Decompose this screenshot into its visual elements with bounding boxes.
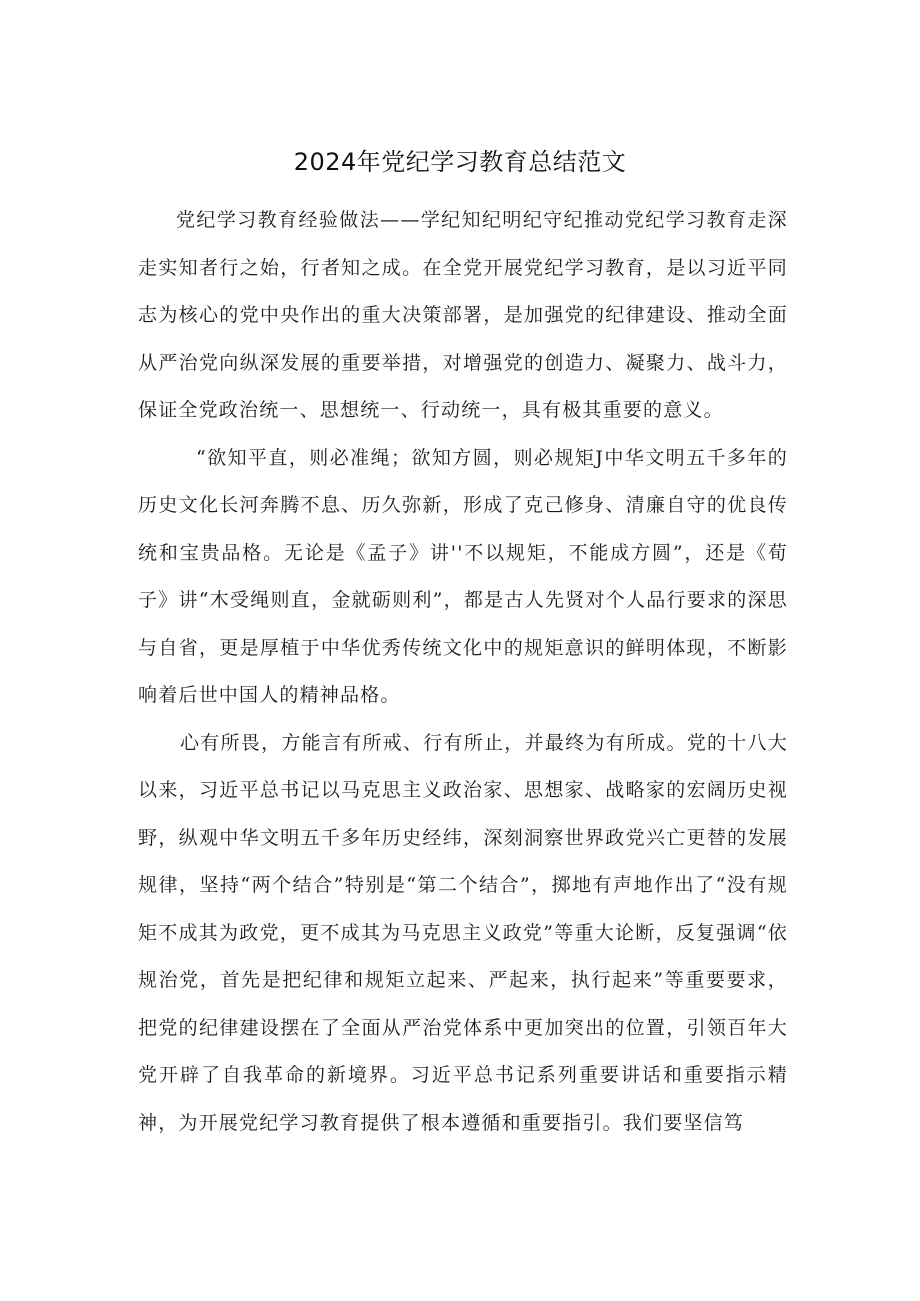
paragraph-3: 心有所畏，方能言有所戒、行有所止，并最终为有所成。党的十八大以来，习近平总书记以马克思主义政治家、思想家、战略家的宏阔历史视野，纵观中华文明五千多年历史经纬，深刻洞察世界政党兴亡更替的发展规律，坚持“两个结合”特别是“第二个结合”，掷地有声地作出了“没有规矩不成其为政党，更不成其为马克思主义政党”等重大论断，反复强调“依规治党，首先是把纪律和规矩立起来、严起来，执行起来”等重要要求，把党的纪律建设摆在了全面从严治党体系中更加突出的位置，引领百年大党开辟了自我革命的新境界。习近平总书记系列重要讲话和重要指示精神，为开展党纪学习教育提供了根本遵循和重要指引。我们要坚信笃 — [138, 731, 788, 1134]
document-body — [138, 197, 788, 1147]
paragraph-2: “欲知平直，则必准绳；欲知方圆，则必规矩J中华文明五千多年的历史文化长河奔腾不息、历久弥新，形成了克己修身、清廉自守的优良传统和宝贵品格。无论是《孟子》讲''不以规矩，不能成方圆”，还是《荀子》讲“木受绳则直，金就砺则利”，都是古人先贤对个人品行要求的深思与自省，更是厚植于中华优秀传统文化中的规矩意识的鲜明体现，不断影响着后世中国人的精神品格。 — [138, 446, 788, 706]
document-title: 2024年党纪学习教育总结范文 — [293, 148, 627, 176]
paragraph-1: 党纪学习教育经验做法——学纪知纪明纪守纪推动党纪学习教育走深走实知者行之始，行者知之成。在全党开展党纪学习教育，是以习近平同志为核心的党中央作出的重大决策部署，是加强党的纪律建设、推动全面从严治党向纵深发展的重要举措，对增强党的创造力、凝聚力、战斗力，保证全党政治统一、思想统一、行动统一，具有极其重要的意义。 — [138, 209, 788, 421]
